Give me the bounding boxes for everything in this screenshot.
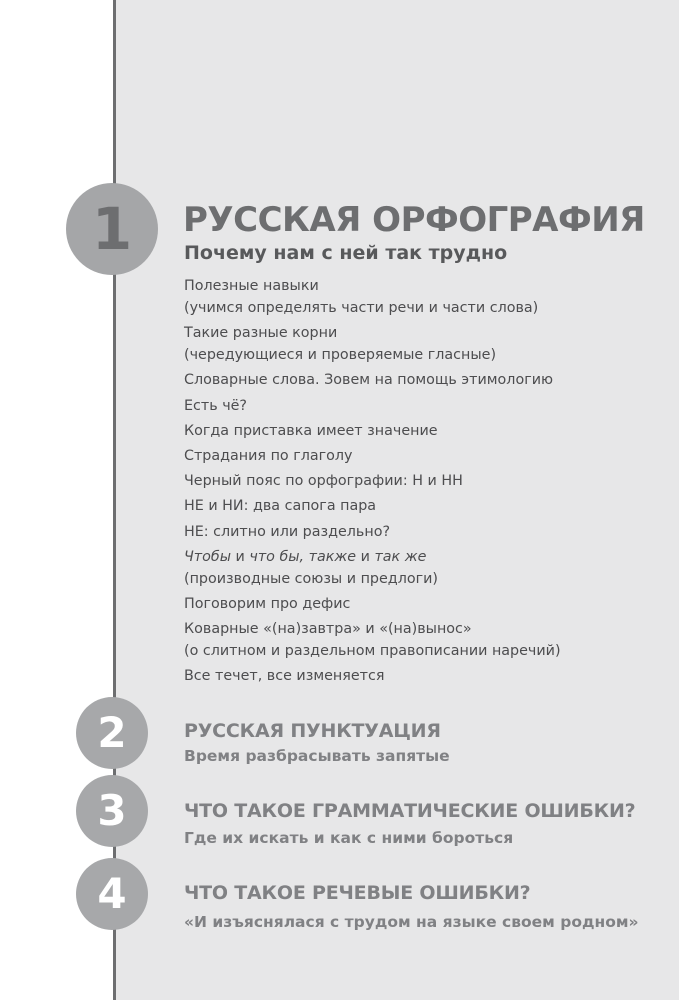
list-item — [184, 495, 561, 517]
italic-word: так же — [374, 548, 427, 565]
item-title: Все течет, все изменяется — [184, 668, 385, 685]
list-item — [184, 665, 561, 687]
list-item — [184, 420, 561, 442]
item-title: Когда приставка имеет значение — [184, 422, 438, 439]
list-item — [184, 470, 561, 492]
section-1-subtitle: Почему нам с ней так трудно — [184, 242, 508, 264]
list-item — [184, 546, 561, 590]
section-4-subtitle: «И изъяснялася с трудом на языке своем родном» — [184, 913, 639, 931]
item-title: Словарные слова. Зовем на помощь этимологию — [184, 372, 554, 389]
item-title — [184, 549, 426, 565]
item-note: (производные союзы и предлоги) — [184, 570, 438, 587]
italic-word: что бы, также — [249, 548, 357, 565]
section-1-number-badge: 1 — [66, 183, 158, 275]
list-item — [184, 445, 561, 467]
italic-word: Чтобы — [184, 548, 231, 565]
item-title: Черный пояс по орфографии: Н и НН — [184, 473, 463, 490]
item-title: Коварные «(на)завтра» и «(на)вынос» — [184, 621, 472, 638]
list-item — [184, 275, 561, 319]
item-title: НЕ: слитно или раздельно? — [184, 523, 391, 540]
list-item — [184, 618, 561, 662]
item-title: Такие разные корни — [184, 325, 338, 342]
item-title: Есть чё? — [184, 397, 248, 414]
list-item — [184, 322, 561, 366]
section-3-subtitle: Где их искать и как с ними бороться — [184, 829, 514, 847]
connector: и — [230, 548, 250, 565]
section-3-number-badge: 3 — [76, 775, 148, 847]
section-2-number-badge: 2 — [76, 697, 148, 769]
list-item — [184, 593, 561, 615]
item-title: Поговорим про дефис — [184, 595, 351, 612]
item-note: (учимся определять части речи и части слова) — [184, 300, 539, 316]
section-1-contents-list — [184, 275, 561, 690]
list-item — [184, 521, 561, 543]
section-4-number-badge: 4 — [76, 858, 148, 930]
list-item — [184, 395, 561, 417]
list-item — [184, 369, 561, 391]
section-2-subtitle: Время разбрасывать запятые — [184, 747, 450, 765]
item-title: Полезные навыки — [184, 278, 319, 294]
section-4-title: ЧТО ТАКОЕ РЕЧЕВЫЕ ОШИБКИ? — [184, 882, 531, 904]
section-1-title: РУССКАЯ ОРФОГРАФИЯ — [183, 200, 645, 240]
item-note: (чередующиеся и проверяемые гласные) — [184, 347, 497, 364]
item-title: Страдания по глаголу — [184, 447, 353, 464]
connector: и — [356, 548, 375, 565]
item-title: НЕ и НИ: два сапога пара — [184, 498, 377, 515]
section-3-title: ЧТО ТАКОЕ ГРАММАТИЧЕСКИЕ ОШИБКИ? — [184, 800, 636, 822]
item-note: (о слитном и раздельном правописании наречий) — [184, 643, 561, 660]
section-2-title: РУССКАЯ ПУНКТУАЦИЯ — [184, 720, 441, 742]
